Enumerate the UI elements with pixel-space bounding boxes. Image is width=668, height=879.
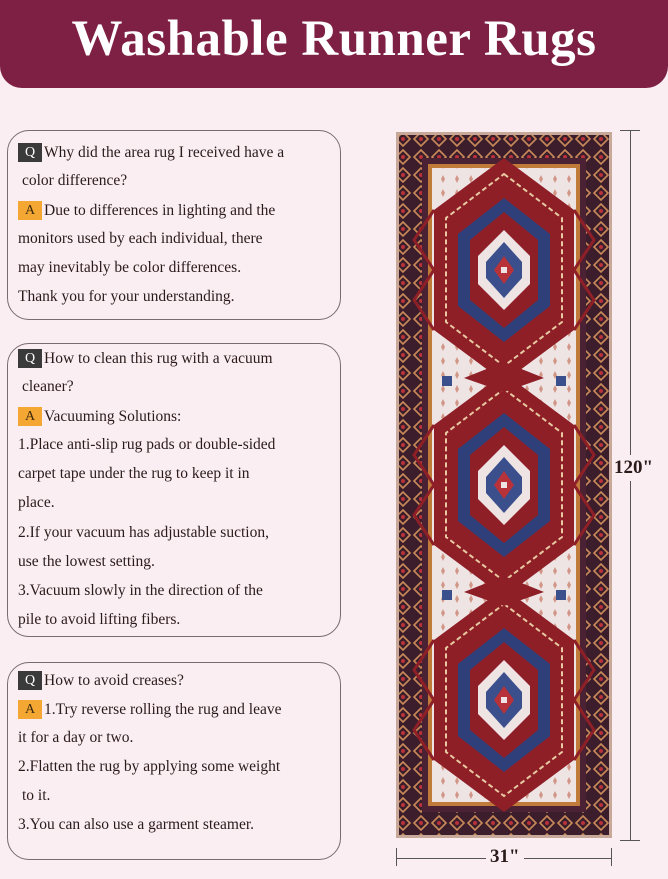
question-line: Q How to clean this rug with a vacuum <box>18 349 273 368</box>
rug-image <box>394 130 614 844</box>
answer-line: 2.Flatten the rug by applying some weight <box>18 758 281 775</box>
q-badge: Q <box>18 349 42 368</box>
faq-card-color-difference <box>7 130 341 320</box>
width-tick-left <box>396 848 397 866</box>
question-line: Q Why did the area rug I received have a <box>18 143 284 162</box>
answer-line: pile to avoid lifting fibers. <box>18 611 181 628</box>
width-label: 31" <box>486 846 524 868</box>
question-line: cleaner? <box>22 378 74 395</box>
answer-line: use the lowest setting. <box>18 553 155 570</box>
a-badge: A <box>18 407 42 426</box>
faq-card-creases <box>7 662 341 860</box>
faq-card-vacuum <box>7 343 341 637</box>
length-dimension-line <box>630 130 631 840</box>
answer-line: carpet tape under the rug to keep it in <box>18 465 250 482</box>
answer-line: A Due to differences in lighting and the <box>18 201 275 220</box>
answer-line: place. <box>18 494 55 511</box>
answer-line: A 1.Try reverse rolling the rug and leave <box>18 700 281 719</box>
answer-line: 2.If your vacuum has adjustable suction, <box>18 524 269 541</box>
answer-line: monitors used by each individual, there <box>18 230 263 247</box>
length-label: 120" <box>614 455 653 481</box>
q-badge: Q <box>18 671 42 690</box>
runner-rug-illustration <box>394 130 614 840</box>
question-line: Q How to avoid creases? <box>18 671 184 690</box>
width-tick-right <box>611 848 612 866</box>
answer-line: to it. <box>22 787 51 804</box>
answer-line: it for a day or two. <box>18 729 134 746</box>
q-badge: Q <box>18 143 42 162</box>
answer-line: may inevitably be color differences. <box>18 259 242 276</box>
answer-line: Thank you for your understanding. <box>18 288 235 305</box>
a-badge: A <box>18 201 42 220</box>
length-tick-top <box>620 130 640 131</box>
answer-line: 3.Vacuum slowly in the direction of the <box>18 582 263 599</box>
answer-line: A Vacuuming Solutions: <box>18 407 181 426</box>
length-tick-bottom <box>620 840 640 841</box>
title-banner <box>0 0 668 88</box>
page-title: Washable Runner Rugs <box>71 11 597 67</box>
answer-line: 1.Place anti-slip rug pads or double-sided <box>18 436 276 453</box>
a-badge: A <box>18 700 42 719</box>
answer-line: 3.You can also use a garment steamer. <box>18 816 255 833</box>
question-line: color difference? <box>22 172 128 189</box>
